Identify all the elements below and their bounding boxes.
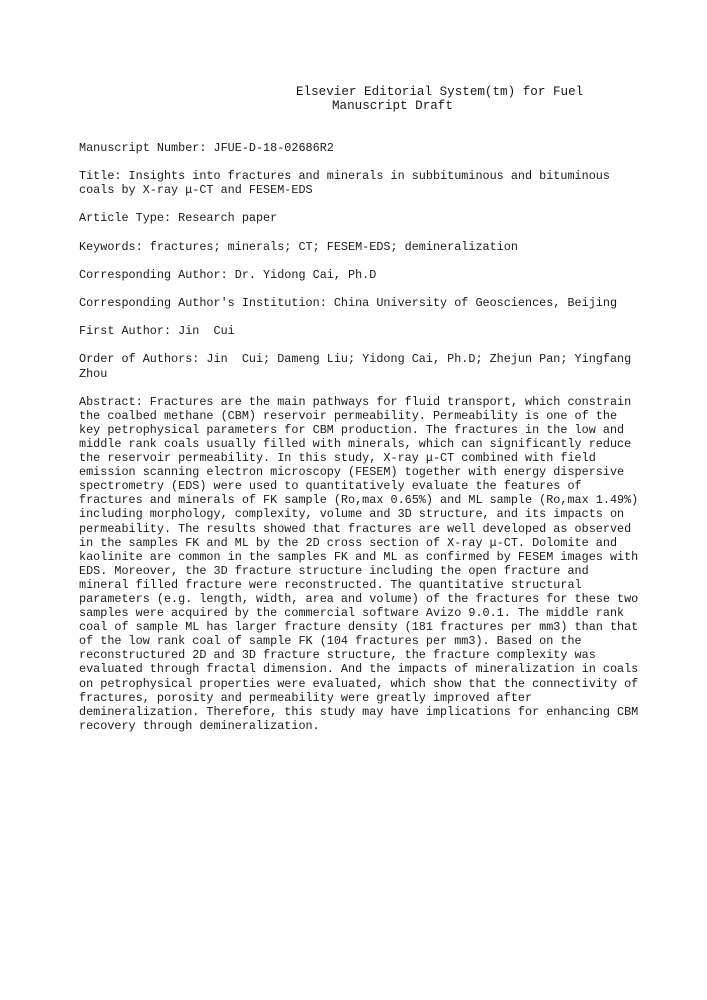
header-manuscript-draft: Manuscript Draft bbox=[332, 99, 453, 113]
corresponding-institution: Corresponding Author's Institution: China University of Geosciences, Beijing bbox=[79, 296, 618, 311]
corresponding-author: Corresponding Author: Dr. Yidong Cai, Ph.D bbox=[79, 267, 377, 282]
first-author: First Author: Jin Cui bbox=[79, 324, 235, 339]
article-type: Article Type: Research paper bbox=[79, 211, 278, 226]
manuscript-title: Title: Insights into fractures and minerals in subbituminous and bituminous coals by X-ray μ-CT and FESEM-EDS bbox=[79, 169, 618, 198]
keywords: Keywords: fractures; minerals; CT; FESEM-EDS; demineralization bbox=[79, 239, 518, 254]
manuscript-details bbox=[79, 141, 639, 733]
manuscript-number: Manuscript Number: JFUE-D-18-02686R2 bbox=[79, 141, 334, 155]
order-of-authors: Order of Authors: Jin Cui; Dameng Liu; Yidong Cai, Ph.D; Zhejun Pan; Yingfang Zhou bbox=[79, 352, 639, 381]
abstract: Abstract: Fractures are the main pathways for fluid transport, which constrain the coalbed methane (CBM) reservoir permeability. Permeability is one of the key petrophysical parameters for CBM production. The fractures in the low and middle rank coals usually filled with minerals, which can significantly reduce the reservoir permeability. In this study, X-ray μ-CT combined with field emission scanning electron microscopy (FESEM) together with energy dispersive spectrometry (EDS) were used to quantitatively evaluate the features of fractures and minerals of FK sample (Ro,max 0.65%) and ML sample (Ro,max 1.49%) including morphology, complexity, volume and 3D structure, and its impacts on permeability. The results showed that fractures are well developed as observed in the samples FK and ML by the 2D cross section of X-ray μ-CT. Dolomite and kaolinite are common in the samples FK and ML as confirmed by FESEM images with EDS. Moreover, the 3D fracture structure including the open fracture and mineral filled fracture were reconstructed. The quantitative structural parameters (e.g. length, width, area and volume) of the fractures for these two samples were acquired by the commercial software Avizo 9.0.1. The middle rank coal of sample ML has larger fracture density (181 fractures per mm3) than that of the low rank coal of sample FK (104 fractures per mm3). Based on the reconstructured 2D and 3D fracture structure, the fracture complexity was evaluated through fractal dimension. And the impacts of mineralization in coals on petrophysical properties were evaluated, which show that the connectivity of fractures, porosity and permeability were greatly improved after demineralization. Therefore, this study may have implications for enhancing CBM recovery through demineralization. bbox=[79, 394, 639, 733]
header-system-name: Elsevier Editorial System(tm) for Fuel bbox=[296, 85, 584, 99]
